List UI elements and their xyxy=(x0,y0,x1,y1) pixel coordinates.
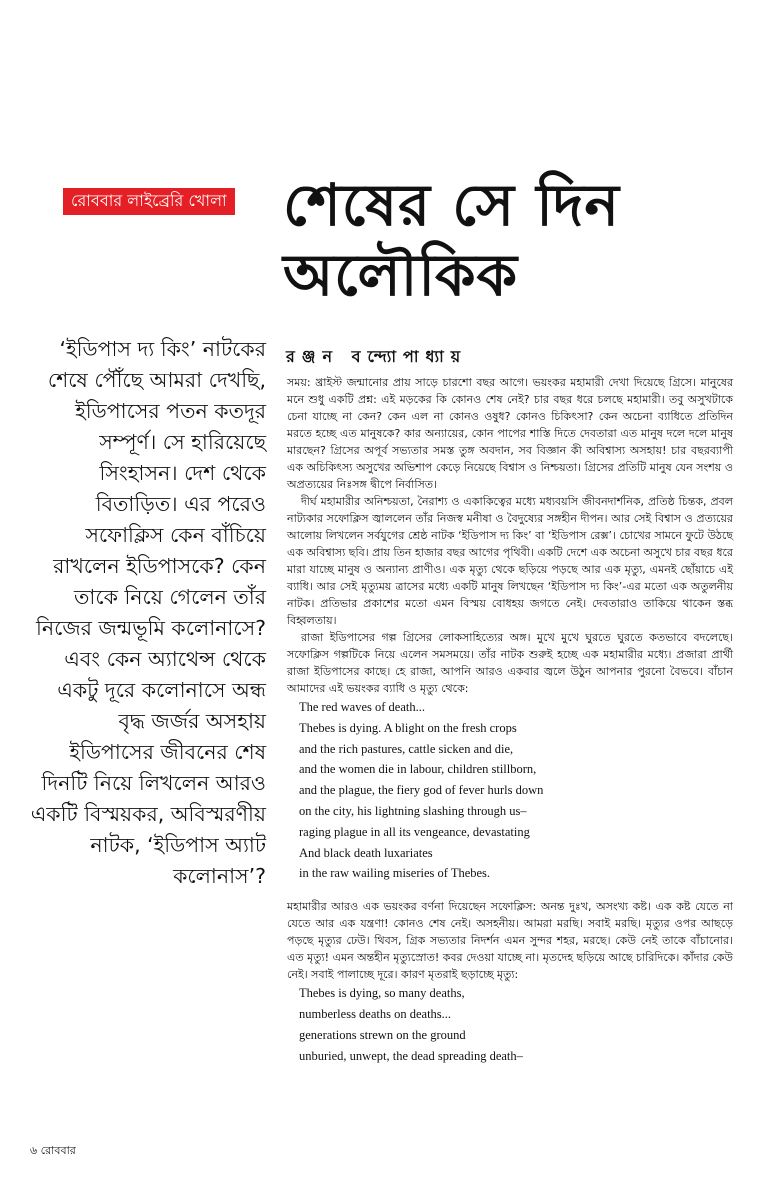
verse-line: The red waves of death... xyxy=(299,700,425,714)
verse-quote-2 xyxy=(299,983,733,1066)
verse-line: in the raw wailing miseries of Thebes. xyxy=(299,866,491,881)
article-paragraph-3: রাজা ইডিপাসের গল্প গ্রিসের লোকসাহিত্যের অঙ্গ। মুখে মুখে ঘুরতে ঘুরতে কতভাবে বদলেছে। সফোক্লিস গল্পটিকে নিয়ে এলেন সমসময়ে। তাঁর নাটক শুরুই হচ্ছে এক মহামারীর মধ্যে। প্রজারা প্রার্থী রাজা ইডিপাসের কাছে। হে রাজা, আপনি আরও একবার জ্বলে উঠুন আপনার পুরনো বৈভবে। বাঁচান আমাদের এই ভয়ংকর ব্যাধি ও মৃত্যু থেকে: xyxy=(287,631,733,695)
article-paragraph-1: সময়: খ্রাইস্ট জন্মানোর প্রায় সাড়ে চারশো বছর আগে। ভয়ংকর মহামারী দেখা দিয়েছে গ্রিসে। মানুষের মনে শুধু একটি প্রশ্ন: এই মড়কের কি কোনও শেষ নেই? চার বছর ধরে চলছে মহামারী। তবু অসুখটাকে চেনা যাচ্ছে না কেন? কেন এল না কোনও ওষুধ? কোনও চিকিৎসা? কেন অচেনা ব্যাধিতে প্রতিদিন মরতে হচ্ছে এত মানুষকে? কার অন্যায়ের, কোন পাপের শাস্তি দিতে দেবতারা এত মানুষ দলে দলে মানুষ মারছেন? গ্রিসের অপূর্ব সভ্যতার সমস্ত তুঙ্গ অবদান, সব বিজ্ঞান কী অবিশ্বাস্য অসহায়! চার বছরব্যাপী এক অচিকিৎস্য অসুখের অভিশাপ কেড়ে নিয়েছে বিশ্বাস ও নিশ্চয়তা। গ্রিসের প্রতিটি মানুষ যেন সংশয় ও অপ্রত্যয়ের নিঃসঙ্গ দ্বীপে নির্বাসিত। xyxy=(287,376,733,491)
verse-line: and the rich pastures, cattle sicken and die, xyxy=(299,741,514,756)
article-body xyxy=(287,374,733,1066)
verse-line: raging plague in all its vengeance, devastating xyxy=(299,824,530,839)
verse-line: Thebes is dying. A blight on the fresh crops xyxy=(299,720,517,735)
pull-quote: ‘ইডিপাস দ্য কিং’ নাটকের শেষে পৌঁছে আমরা দেখছি, ইডিপাসের পতন কতদূর সম্পূর্ণ। সে হারিয়েছে সিংহাসন। দেশ থেকে বিতাড়িত। এর পরেও সফোক্লিস কেন বাঁচিয়ে রাখলেন ইডিপাসকে? কেন তাকে নিয়ে গেলেন তাঁর নিজের জন্মভূমি কলোনাসে? এবং কেন অ্যাথেন্স থেকে একটু দূরে কলোনাসে অন্ধ বৃদ্ধ জর্জর অসহায় ইডিপাসের জীবনের শেষ দিনটি নিয়ে লিখলেন আরও একটি বিস্ময়কর, অবিস্মরণীয় নাটক, ‘ইডিপাস অ্যাট কলোনাস’? xyxy=(30,337,266,888)
author-byline: রঞ্জন বন্দ্যোপাধ্যায় xyxy=(286,347,468,366)
verse-line: Thebes is dying, so many deaths, xyxy=(299,986,465,1001)
verse-line: numberless deaths on deaths... xyxy=(299,1006,452,1021)
verse-line: unburied, unwept, the dead spreading death– xyxy=(299,1048,523,1063)
verse-quote-1 xyxy=(299,697,733,884)
article-paragraph-4: মহামারীর আরও এক ভয়ংকর বর্ণনা দিয়েছেন সফোক্লিস: অনন্ত দুঃখ, অসংখ্য কষ্ট। এক কষ্ট যেতে না যেতে আর এক যন্ত্রণা! কোনও শেষ নেই। অসহনীয়। আমরা মরছি। সবাই মরছি। মৃত্যুর ওপর আছড়ে পড়ছে মৃত্যুর ঢেউ। থিবস, গ্রিক সভ্যতার নিদর্শন এমন সুন্দর শহর, মরছে। কেউ নেই তাকে বাঁচানোর। এত মৃত্যু! এমন অন্তহীন মৃত্যুস্রোত! কবর দেওয়া যাচ্ছে না। মৃতদেহ ছড়িয়ে আছে চারিদিকে। কাঁদার কেউ নেই। সবাই পালাচ্ছে দূরে। কারণ মৃতরাই ছড়াচ্ছে মৃত্যু: xyxy=(287,900,733,982)
verse-line: on the city, his lightning slashing through us– xyxy=(299,803,527,818)
verse-line: and the women die in labour, children stillborn, xyxy=(299,762,537,777)
section-badge: রোববার লাইব্রেরি খোলা xyxy=(63,188,235,215)
article-headline: শেষের সে দিন অলৌকিক xyxy=(283,171,620,309)
verse-line: And black death luxariates xyxy=(299,845,433,860)
verse-line: generations strewn on the ground xyxy=(299,1027,466,1042)
article-paragraph-2: দীর্ঘ মহামারীর অনিশ্চয়তা, নৈরাশ্য ও একাকিত্বের মধ্যে মধ্যবয়সি জীবনদার্শনিক, প্রতিষ্ঠ চিন্তক, প্রবল নাট্যকার সফোক্লিস জ্বাললেন তাঁর নিজস্ব মনীষা ও বৈদুষ্যের সঙ্গহীন দীপন। আর সেই বিশ্বাস ও প্রত্যয়ের আলোয় লিখলেন সর্বযুগের শ্রেষ্ঠ নাটক ‘ইডিপাস দ্য কিং’ বা ‘ইডিপাস রেক্স’। চোখের সামনে ফুটে উঠছে এক অবিশ্বাস্য ছবি। প্রায় তিন হাজার বছর আগের পৃথিবী। একটি দেশে এক অচেনা অসুখে চার বছর ধরে মারা যাচ্ছে মানুষ ও অন্যান্য প্রাণীও। এক মৃত্যু থেকে ছড়িয়ে পড়ছে আর এক মৃত্যু, এমনই ছোঁয়াচে এই ব্যাধি। আর সেই মৃত্যুময় ত্রাসের মধ্যে একটি মানুষ লিখছেন ‘ইডিপাস দ্য কিং’-এর মতো এক অতুলনীয় নাটক। প্রতিভার প্রকাশের মতো এমন বিস্ময় বোধহয় জগতে নেই। দেবতারাও তাকিয়ে থাকেন স্তব্ধ বিহ্বলতায়। xyxy=(287,495,733,627)
page-folio: ৬ রোববার xyxy=(30,1144,76,1157)
verse-line: and the plague, the fiery god of fever hurls down xyxy=(299,783,544,798)
